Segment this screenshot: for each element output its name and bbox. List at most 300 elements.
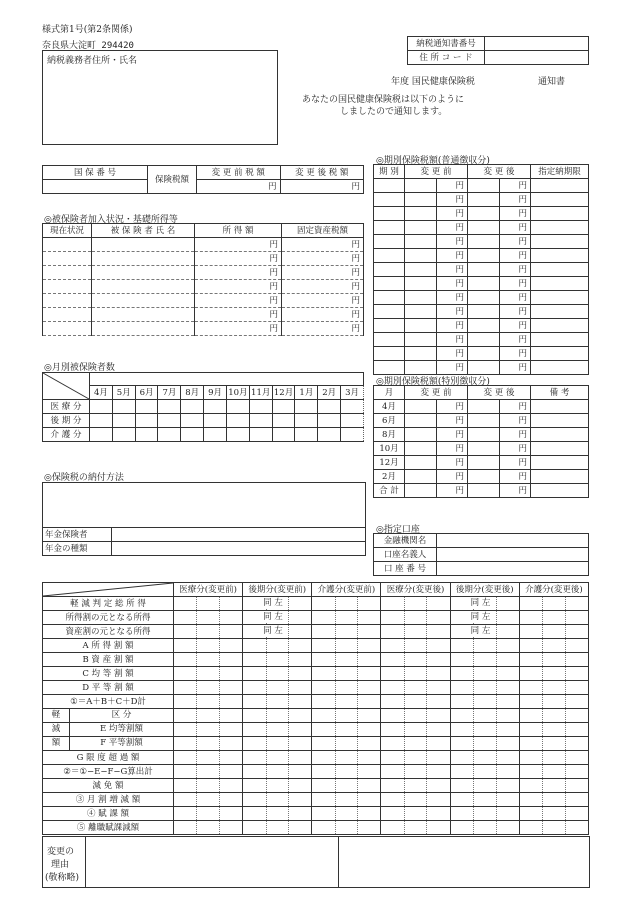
ordinary-before-cell[interactable] [405,361,437,375]
calc-value-cell[interactable] [450,709,519,723]
insured-name-cell[interactable] [92,280,195,294]
insured-property-cell: 円 [282,252,364,266]
ordinary-due-cell[interactable] [531,263,589,277]
ordinary-after-cell[interactable] [468,249,500,263]
calc-value-cell[interactable] [174,667,243,681]
calc-value-cell[interactable] [381,765,450,779]
ordinary-due-cell[interactable] [531,179,589,193]
calc-value-cell[interactable] [174,821,243,835]
calc-value-cell[interactable] [174,639,243,653]
insured-name-cell[interactable] [92,266,195,280]
monthly-count-cell[interactable] [204,400,227,414]
insured-status-cell[interactable] [43,280,92,294]
insured-status-cell[interactable] [43,238,92,252]
calc-value-cell[interactable] [174,653,243,667]
pension-insurer-value[interactable] [112,528,366,542]
calc-value-cell[interactable] [450,779,519,793]
calc-row [43,821,589,835]
ordinary-before-cell[interactable] [405,221,437,235]
monthly-count-cell[interactable] [272,414,295,428]
monthly-count-cell[interactable] [90,428,113,442]
special-note-cell[interactable] [531,442,589,456]
monthly-count-cell[interactable] [226,428,249,442]
ordinary-after-yen: 円 [499,263,531,277]
calc-value-cell[interactable] [312,681,381,695]
ordinary-after-cell[interactable] [468,305,500,319]
ordinary-period-cell[interactable] [374,277,405,291]
monthly-count-cell[interactable] [158,400,181,414]
ordinary-after-cell[interactable] [468,347,500,361]
monthly-count-cell[interactable] [341,400,364,414]
ordinary-due-cell[interactable] [531,277,589,291]
ordinary-period-cell[interactable] [374,333,405,347]
monthly-count-cell[interactable] [295,400,318,414]
calc-value-cell[interactable] [519,625,588,639]
ordinary-period-cell[interactable] [374,179,405,193]
notice-title: 通知書 [538,77,566,87]
calc-row-label: 区 分 [111,710,132,720]
pension-type-value[interactable] [112,542,366,556]
calc-value-cell[interactable] [450,695,519,709]
ordinary-row [374,347,589,361]
calc-value-cell[interactable] [174,779,243,793]
calc-value-cell[interactable] [174,611,243,625]
calc-value-cell[interactable] [519,611,588,625]
calc-value-cell[interactable] [243,653,312,667]
special-before-cell[interactable] [405,442,437,456]
calc-row-label: 軽 減 判 定 総 所 得 [43,597,174,611]
calc-value-cell[interactable] [519,667,588,681]
monthly-count-cell[interactable] [90,400,113,414]
special-before-cell[interactable] [405,456,437,470]
calc-value-cell[interactable] [519,821,588,835]
monthly-count-cell[interactable] [341,414,364,428]
calc-value-cell[interactable] [243,751,312,765]
calc-value-cell[interactable] [450,611,519,625]
monthly-count-cell[interactable] [181,414,204,428]
insured-income-cell: 円 [195,266,282,280]
calc-value-cell[interactable] [519,695,588,709]
special-row [374,470,589,484]
monthly-count-cell[interactable] [181,400,204,414]
calc-value-cell[interactable] [312,793,381,807]
calc-value-cell[interactable] [174,723,243,737]
calc-value-cell[interactable] [450,751,519,765]
ordinary-row [374,249,589,263]
special-before-yen: 円 [436,414,468,428]
calc-value-cell[interactable] [450,653,519,667]
monthly-count-cell[interactable] [272,428,295,442]
special-before-cell[interactable] [405,470,437,484]
ordinary-before-cell[interactable] [405,333,437,347]
calc-value-cell[interactable] [381,597,450,611]
calc-value-cell[interactable] [381,639,450,653]
calc-value-cell[interactable] [450,737,519,751]
insured-row [43,322,364,336]
ordinary-before-cell[interactable] [405,319,437,333]
calc-value-cell[interactable] [381,793,450,807]
ordinary-period-cell[interactable] [374,347,405,361]
calc-value-cell[interactable] [519,737,588,751]
calc-value-cell[interactable] [381,821,450,835]
monthly-row [43,400,364,414]
special-after-cell[interactable] [468,442,500,456]
month-header-5: 9月 [204,386,227,400]
calc-value-cell[interactable] [312,821,381,835]
insured-name-cell[interactable] [92,294,195,308]
summary-table [42,165,364,194]
account-title: ◎指定口座 [376,525,420,535]
special-before-cell[interactable] [405,484,437,498]
monthly-count-cell[interactable] [135,414,158,428]
calc-value-cell[interactable] [243,807,312,821]
monthly-count-cell[interactable] [226,400,249,414]
insured-income-cell: 円 [195,280,282,294]
monthly-count-cell[interactable] [318,414,341,428]
ordinary-before-cell[interactable] [405,263,437,277]
calc-value-cell[interactable] [312,807,381,821]
monthly-count-cell[interactable] [112,428,135,442]
calc-value-cell[interactable] [450,821,519,835]
insurance-no-value[interactable] [43,180,148,194]
calc-value-cell[interactable] [519,793,588,807]
calc-value-cell[interactable] [243,639,312,653]
ordinary-period-cell[interactable] [374,263,405,277]
ordinary-after-yen: 円 [499,249,531,263]
same-left-text: 同 左 [263,598,283,608]
insured-status-cell[interactable] [43,294,92,308]
calc-value-cell[interactable] [519,681,588,695]
ordinary-due-cell[interactable] [531,319,589,333]
calc-row-label: 所得割の元となる所得 [43,611,174,625]
calc-value-cell[interactable] [450,793,519,807]
special-after-cell[interactable] [468,456,500,470]
monthly-count-cell[interactable] [249,428,272,442]
calc-value-cell[interactable] [243,681,312,695]
insured-property-cell: 円 [282,294,364,308]
col-ord-before: 変 更 前 [405,165,468,179]
monthly-row [43,428,364,442]
calc-value-cell[interactable] [312,625,381,639]
ordinary-before-yen: 円 [436,333,468,347]
ordinary-after-cell[interactable] [468,277,500,291]
monthly-title: ◎月別被保険者数 [44,363,115,373]
ordinary-before-cell[interactable] [405,179,437,193]
calc-value-cell[interactable] [519,765,588,779]
address-code-label: 住 所 コ ー ド [408,51,485,65]
ordinary-before-cell[interactable] [405,277,437,291]
ordinary-period-cell[interactable] [374,249,405,263]
calc-value-cell[interactable] [381,611,450,625]
monthly-count-cell[interactable] [318,400,341,414]
calc-value-cell[interactable] [243,765,312,779]
ordinary-after-cell[interactable] [468,291,500,305]
special-note-cell[interactable] [531,428,589,442]
calc-value-cell[interactable] [450,625,519,639]
col-tax: 保険税額 [148,166,197,194]
special-note-cell[interactable] [531,484,589,498]
monthly-count-cell[interactable] [158,428,181,442]
calc-value-cell[interactable] [243,779,312,793]
calc-value-cell[interactable] [243,737,312,751]
ordinary-before-yen: 円 [436,263,468,277]
insured-name-cell[interactable] [92,252,195,266]
calc-value-cell[interactable] [312,653,381,667]
monthly-count-cell[interactable] [135,428,158,442]
calc-value-cell[interactable] [312,723,381,737]
special-after-cell[interactable] [468,470,500,484]
calc-col-header-5: 介護分(変更後) [519,583,588,597]
calc-value-cell[interactable] [450,597,519,611]
calc-row [43,681,589,695]
address-code-value[interactable] [485,51,589,65]
ordinary-after-cell[interactable] [468,361,500,375]
holder-value[interactable] [437,548,589,562]
calc-value-cell[interactable] [381,625,450,639]
calc-value-cell[interactable] [519,709,588,723]
calc-value-cell[interactable] [243,611,312,625]
monthly-count-cell[interactable] [112,400,135,414]
calc-value-cell[interactable] [450,681,519,695]
ordinary-period-cell[interactable] [374,291,405,305]
ordinary-due-cell[interactable] [531,291,589,305]
col-due: 指定納期限 [531,165,589,179]
calc-value-cell[interactable] [174,793,243,807]
monthly-count-cell[interactable] [181,428,204,442]
ordinary-period-cell[interactable] [374,207,405,221]
special-after-cell[interactable] [468,428,500,442]
ordinary-due-cell[interactable] [531,347,589,361]
special-after-cell[interactable] [468,414,500,428]
ordinary-due-cell[interactable] [531,305,589,319]
calc-value-cell[interactable] [381,695,450,709]
calc-value-cell[interactable] [312,765,381,779]
calc-value-cell[interactable] [450,639,519,653]
calc-value-cell[interactable] [450,807,519,821]
special-before-cell[interactable] [405,414,437,428]
ordinary-before-yen: 円 [436,277,468,291]
monthly-count-cell[interactable] [135,400,158,414]
special-row [374,400,589,414]
special-after-cell[interactable] [468,484,500,498]
ordinary-after-cell[interactable] [468,207,500,221]
calc-value-cell[interactable] [174,709,243,723]
calc-value-cell[interactable] [174,625,243,639]
calc-value-cell[interactable] [243,821,312,835]
special-row [374,428,589,442]
monthly-count-cell[interactable] [295,428,318,442]
calc-value-cell[interactable] [174,807,243,821]
calc-row [43,723,589,737]
monthly-count-cell[interactable] [272,400,295,414]
ordinary-period-cell[interactable] [374,235,405,249]
calc-value-cell[interactable] [519,807,588,821]
monthly-count-cell[interactable] [204,414,227,428]
ordinary-after-cell[interactable] [468,319,500,333]
holder-label: 口座名義人 [374,548,437,562]
ordinary-due-cell[interactable] [531,249,589,263]
special-month-cell: 8月 [374,428,405,442]
calc-value-cell[interactable] [519,751,588,765]
ordinary-after-cell[interactable] [468,221,500,235]
col-ord-after: 変 更 後 [468,165,531,179]
ordinary-due-cell[interactable] [531,221,589,235]
calc-value-cell[interactable] [174,765,243,779]
special-note-cell[interactable] [531,414,589,428]
calc-value-cell[interactable] [312,751,381,765]
calc-value-cell[interactable] [174,597,243,611]
special-note-cell[interactable] [531,400,589,414]
bank-value[interactable] [437,534,589,548]
ordinary-before-cell[interactable] [405,249,437,263]
ordinary-period-cell[interactable] [374,221,405,235]
ordinary-before-cell[interactable] [405,347,437,361]
calc-value-cell[interactable] [519,723,588,737]
special-before-cell[interactable] [405,428,437,442]
insured-status-cell[interactable] [43,252,92,266]
ordinary-before-cell[interactable] [405,207,437,221]
monthly-count-cell[interactable] [226,414,249,428]
notice-no-label: 納税通知書番号 [408,37,485,51]
special-note-cell[interactable] [531,470,589,484]
notice-no-value[interactable] [485,37,589,51]
ordinary-period-cell[interactable] [374,193,405,207]
col-property: 固定資産税額 [282,224,364,238]
monthly-count-cell[interactable] [90,414,113,428]
insured-status-cell[interactable] [43,266,92,280]
monthly-count-cell[interactable] [295,414,318,428]
ordinary-after-yen: 円 [499,277,531,291]
ordinary-before-cell[interactable] [405,235,437,249]
ordinary-row [374,235,589,249]
calc-value-cell[interactable] [312,667,381,681]
calc-value-cell[interactable] [381,667,450,681]
payment-box [42,482,366,528]
ordinary-row [374,277,589,291]
calc-value-cell[interactable] [174,737,243,751]
special-before-cell[interactable] [405,400,437,414]
monthly-count-cell[interactable] [112,414,135,428]
calc-value-cell[interactable] [243,723,312,737]
account-no-value[interactable] [437,562,589,576]
ordinary-after-cell[interactable] [468,179,500,193]
ordinary-after-cell[interactable] [468,263,500,277]
calc-value-cell[interactable] [381,807,450,821]
ordinary-after-cell[interactable] [468,333,500,347]
calc-value-cell[interactable] [450,765,519,779]
calc-value-cell[interactable] [243,625,312,639]
special-after-cell[interactable] [468,400,500,414]
calc-value-cell[interactable] [312,597,381,611]
col-name: 被 保 険 者 氏 名 [92,224,195,238]
insured-name-cell[interactable] [92,322,195,336]
ordinary-period-cell[interactable] [374,319,405,333]
ordinary-after-cell[interactable] [468,193,500,207]
calc-value-cell[interactable] [312,611,381,625]
calc-value-cell[interactable] [381,751,450,765]
ordinary-period-cell[interactable] [374,305,405,319]
monthly-row-label: 後 期 分 [43,414,90,428]
calc-value-cell[interactable] [519,653,588,667]
monthly-count-cell[interactable] [204,428,227,442]
col-after-tax: 変 更 後 税 額 [280,166,364,180]
ordinary-due-cell[interactable] [531,235,589,249]
notice-number-table [407,36,589,65]
calc-value-cell[interactable] [519,779,588,793]
calc-value-cell[interactable] [243,597,312,611]
calc-row [43,639,589,653]
calc-row [43,597,589,611]
insured-table [42,223,364,336]
calc-row [43,779,589,793]
calc-value-cell[interactable] [312,779,381,793]
ordinary-before-cell[interactable] [405,193,437,207]
calc-value-cell[interactable] [243,667,312,681]
ordinary-due-cell[interactable] [531,361,589,375]
keigen-label-part: 減 [43,723,70,736]
monthly-count-cell[interactable] [341,428,364,442]
col-period: 期 別 [374,165,405,179]
monthly-count-cell[interactable] [249,400,272,414]
calc-value-cell[interactable] [519,639,588,653]
ordinary-due-cell[interactable] [531,207,589,221]
calc-value-cell[interactable] [381,681,450,695]
calc-value-cell[interactable] [174,695,243,709]
calc-value-cell[interactable] [243,695,312,709]
special-table [373,385,589,498]
ordinary-row [374,221,589,235]
calc-value-cell[interactable] [243,709,312,723]
special-before-yen: 円 [436,456,468,470]
ordinary-due-cell[interactable] [531,193,589,207]
insured-name-cell[interactable] [92,238,195,252]
calc-value-cell[interactable] [312,695,381,709]
ordinary-before-cell[interactable] [405,291,437,305]
monthly-count-cell[interactable] [249,414,272,428]
calc-row [43,653,589,667]
calc-value-cell[interactable] [174,681,243,695]
special-before-yen: 円 [436,428,468,442]
calc-value-cell[interactable] [381,709,450,723]
calc-value-cell[interactable] [450,723,519,737]
col-note: 備 考 [531,386,589,400]
insured-status-cell[interactable] [43,308,92,322]
calc-value-cell[interactable] [450,667,519,681]
insured-row [43,280,364,294]
ordinary-due-cell[interactable] [531,333,589,347]
monthly-count-cell[interactable] [158,414,181,428]
monthly-count-cell[interactable] [318,428,341,442]
insured-status-cell[interactable] [43,322,92,336]
calc-value-cell[interactable] [312,709,381,723]
calc-value-cell[interactable] [519,597,588,611]
calc-value-cell[interactable] [381,737,450,751]
calc-value-cell[interactable] [381,779,450,793]
calc-value-cell[interactable] [174,751,243,765]
special-note-cell[interactable] [531,456,589,470]
calc-value-cell[interactable] [381,653,450,667]
keigen-label-part: 額 [43,737,70,750]
calc-value-cell[interactable] [243,793,312,807]
ordinary-before-cell[interactable] [405,305,437,319]
ordinary-after-cell[interactable] [468,235,500,249]
calc-value-cell[interactable] [312,639,381,653]
calc-row [43,625,589,639]
ordinary-period-cell[interactable] [374,361,405,375]
calc-value-cell[interactable] [312,737,381,751]
insured-name-cell[interactable] [92,308,195,322]
calc-value-cell[interactable] [381,723,450,737]
